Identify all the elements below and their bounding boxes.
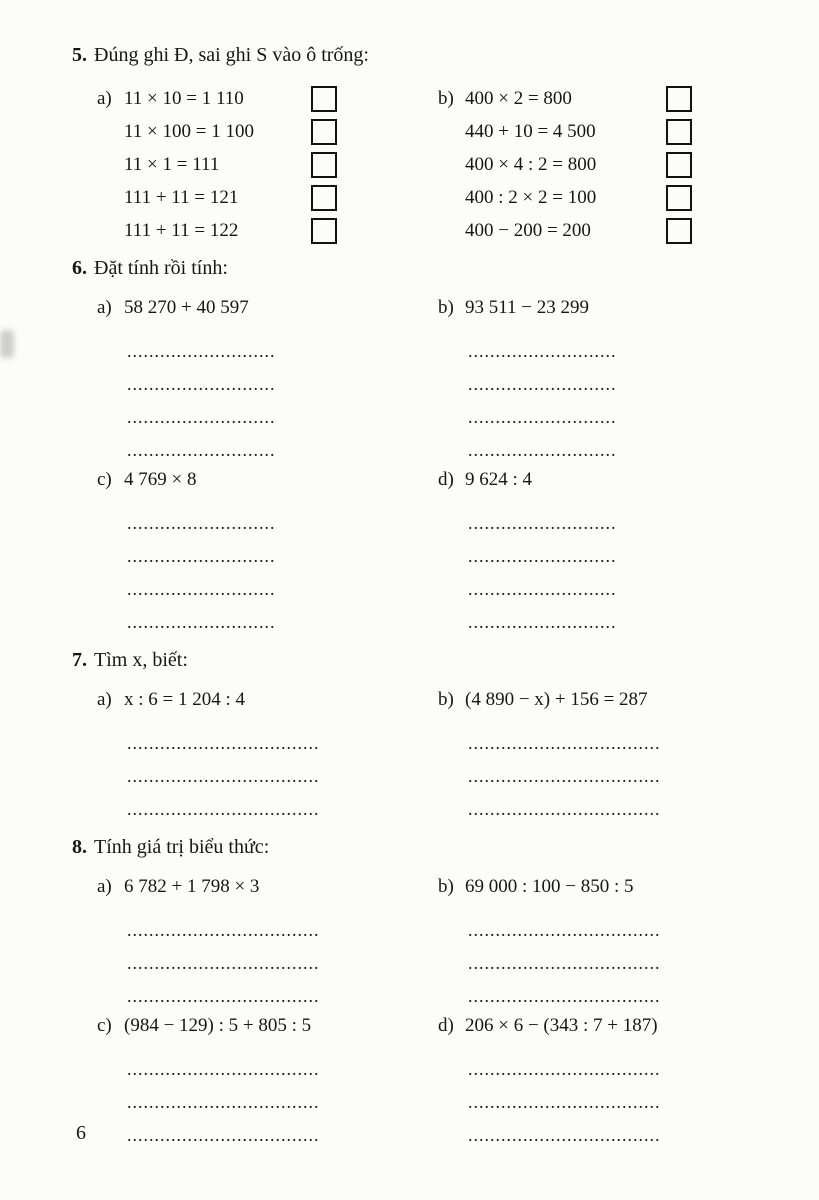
equation-text: 440 + 10 = 4 500 bbox=[465, 120, 596, 142]
answer-line: ................................... bbox=[127, 1125, 320, 1145]
part-label: a) bbox=[97, 297, 112, 318]
exercise-8-title: Tính giá trị biểu thức: bbox=[94, 836, 270, 858]
exercise-5 bbox=[72, 42, 765, 247]
exercise-6 bbox=[72, 255, 765, 639]
answer-line: ........................... bbox=[127, 374, 276, 394]
page-content bbox=[72, 42, 765, 1160]
answer-box[interactable] bbox=[666, 86, 692, 112]
expression-text: 4 769 × 8 bbox=[124, 469, 197, 490]
exercise-6-part-a bbox=[72, 295, 438, 467]
answer-line: ................................... bbox=[468, 766, 661, 786]
answer-line: ........................... bbox=[127, 407, 276, 427]
part-label: a) bbox=[97, 87, 112, 109]
answer-line: ................................... bbox=[127, 920, 320, 940]
exercise-8-heading bbox=[72, 834, 765, 860]
answer-line: ................................... bbox=[468, 799, 661, 819]
answer-line: ........................... bbox=[127, 341, 276, 361]
scan-smudge bbox=[0, 330, 14, 358]
part-label: b) bbox=[438, 87, 454, 109]
equation-text: 400 − 200 = 200 bbox=[465, 219, 591, 241]
answer-area bbox=[438, 335, 765, 467]
exercise-5-column-a bbox=[72, 82, 438, 247]
equation-text: 11 × 1 = 111 bbox=[124, 153, 220, 175]
expression-text: 9 624 : 4 bbox=[465, 469, 533, 490]
part-label: a) bbox=[97, 876, 112, 897]
tf-row bbox=[97, 214, 337, 247]
answer-line: ................................... bbox=[127, 1059, 320, 1079]
expression-text: 93 511 − 23 299 bbox=[465, 297, 590, 318]
tf-row bbox=[438, 181, 692, 214]
equation-text: 111 + 11 = 121 bbox=[124, 186, 239, 208]
exercise-7-number: 7. bbox=[72, 649, 87, 671]
exercise-5-heading bbox=[72, 42, 765, 68]
answer-box[interactable] bbox=[311, 218, 337, 244]
answer-line: ........................... bbox=[127, 513, 276, 533]
answer-box[interactable] bbox=[666, 185, 692, 211]
exercise-6-part-b bbox=[438, 295, 765, 467]
tf-row bbox=[438, 214, 692, 247]
tf-row bbox=[97, 82, 337, 115]
expression-text: 69 000 : 100 − 850 : 5 bbox=[465, 876, 634, 897]
part-label: d) bbox=[438, 469, 454, 490]
part-label: b) bbox=[438, 297, 454, 318]
answer-line: ........................... bbox=[127, 612, 276, 632]
part-label: c) bbox=[97, 1015, 112, 1036]
tf-row bbox=[97, 148, 337, 181]
exercise-6-part-d bbox=[438, 467, 765, 639]
answer-area bbox=[97, 727, 438, 826]
answer-area bbox=[97, 507, 438, 639]
part-label: b) bbox=[438, 689, 454, 710]
answer-area bbox=[97, 1053, 438, 1152]
exercise-8 bbox=[72, 834, 765, 1152]
answer-area bbox=[438, 914, 765, 1013]
answer-line: ................................... bbox=[468, 1125, 661, 1145]
answer-line: ................................... bbox=[468, 920, 661, 940]
answer-line: ................................... bbox=[468, 1092, 661, 1112]
exercise-5-title: Đúng ghi Đ, sai ghi S vào ô trống: bbox=[94, 44, 369, 66]
answer-line: ........................... bbox=[468, 374, 617, 394]
tf-row bbox=[438, 148, 692, 181]
expression-text: x : 6 = 1 204 : 4 bbox=[124, 689, 246, 710]
answer-line: ........................... bbox=[468, 546, 617, 566]
answer-box[interactable] bbox=[311, 152, 337, 178]
answer-line: ........................... bbox=[468, 579, 617, 599]
exercise-8-number: 8. bbox=[72, 836, 87, 858]
equation-text: 400 × 4 : 2 = 800 bbox=[465, 153, 597, 175]
answer-area bbox=[438, 727, 765, 826]
exercise-5-number: 5. bbox=[72, 44, 87, 66]
answer-box[interactable] bbox=[311, 119, 337, 145]
answer-line: ........................... bbox=[468, 341, 617, 361]
tf-row bbox=[438, 115, 692, 148]
answer-line: ................................... bbox=[127, 766, 320, 786]
equation-text: 400 : 2 × 2 = 100 bbox=[465, 186, 597, 208]
answer-box[interactable] bbox=[311, 185, 337, 211]
answer-line: ................................... bbox=[127, 986, 320, 1006]
exercise-7-heading bbox=[72, 647, 765, 673]
answer-line: ................................... bbox=[127, 1092, 320, 1112]
exercise-6-part-c bbox=[72, 467, 438, 639]
answer-line: ........................... bbox=[127, 546, 276, 566]
equation-text: 111 + 11 = 122 bbox=[124, 219, 239, 241]
answer-box[interactable] bbox=[666, 152, 692, 178]
part-label: a) bbox=[97, 689, 112, 710]
answer-line: ................................... bbox=[127, 733, 320, 753]
exercise-7-part-a bbox=[72, 687, 438, 826]
page-number: 6 bbox=[76, 1122, 86, 1144]
equation-text: 11 × 10 = 1 110 bbox=[124, 87, 244, 109]
answer-line: ................................... bbox=[127, 799, 320, 819]
exercise-6-heading bbox=[72, 255, 765, 281]
answer-line: ........................... bbox=[127, 579, 276, 599]
answer-box[interactable] bbox=[666, 119, 692, 145]
answer-area bbox=[438, 1053, 765, 1152]
answer-line: ................................... bbox=[468, 953, 661, 973]
tf-row bbox=[97, 115, 337, 148]
exercise-8-part-d bbox=[438, 1013, 765, 1152]
exercise-5-column-b bbox=[438, 82, 765, 247]
expression-text: 6 782 + 1 798 × 3 bbox=[124, 876, 260, 897]
part-label: b) bbox=[438, 876, 454, 897]
answer-area bbox=[97, 335, 438, 467]
exercise-8-part-a bbox=[72, 874, 438, 1013]
exercise-6-title: Đặt tính rồi tính: bbox=[94, 257, 228, 279]
answer-box[interactable] bbox=[311, 86, 337, 112]
expression-text: 206 × 6 − (343 : 7 + 187) bbox=[465, 1015, 658, 1036]
exercise-8-part-c bbox=[72, 1013, 438, 1152]
part-label: c) bbox=[97, 469, 112, 490]
expression-text: (4 890 − x) + 156 = 287 bbox=[465, 689, 648, 710]
answer-line: ........................... bbox=[127, 440, 276, 460]
answer-area bbox=[438, 507, 765, 639]
exercise-6-number: 6. bbox=[72, 257, 87, 279]
answer-line: ........................... bbox=[468, 407, 617, 427]
exercise-7 bbox=[72, 647, 765, 826]
equation-text: 11 × 100 = 1 100 bbox=[124, 120, 254, 142]
answer-line: ........................... bbox=[468, 513, 617, 533]
expression-text: 58 270 + 40 597 bbox=[124, 297, 249, 318]
answer-line: ................................... bbox=[468, 733, 661, 753]
equation-text: 400 × 2 = 800 bbox=[465, 87, 572, 109]
exercise-7-part-b bbox=[438, 687, 765, 826]
part-label: d) bbox=[438, 1015, 454, 1036]
answer-line: ........................... bbox=[468, 612, 617, 632]
exercise-8-part-b bbox=[438, 874, 765, 1013]
exercise-7-title: Tìm x, biết: bbox=[94, 649, 188, 671]
tf-row bbox=[438, 82, 692, 115]
answer-line: ................................... bbox=[127, 953, 320, 973]
answer-line: ................................... bbox=[468, 986, 661, 1006]
answer-area bbox=[97, 914, 438, 1013]
answer-line: ................................... bbox=[468, 1059, 661, 1079]
expression-text: (984 − 129) : 5 + 805 : 5 bbox=[124, 1015, 312, 1036]
answer-box[interactable] bbox=[666, 218, 692, 244]
tf-row bbox=[97, 181, 337, 214]
answer-line: ........................... bbox=[468, 440, 617, 460]
